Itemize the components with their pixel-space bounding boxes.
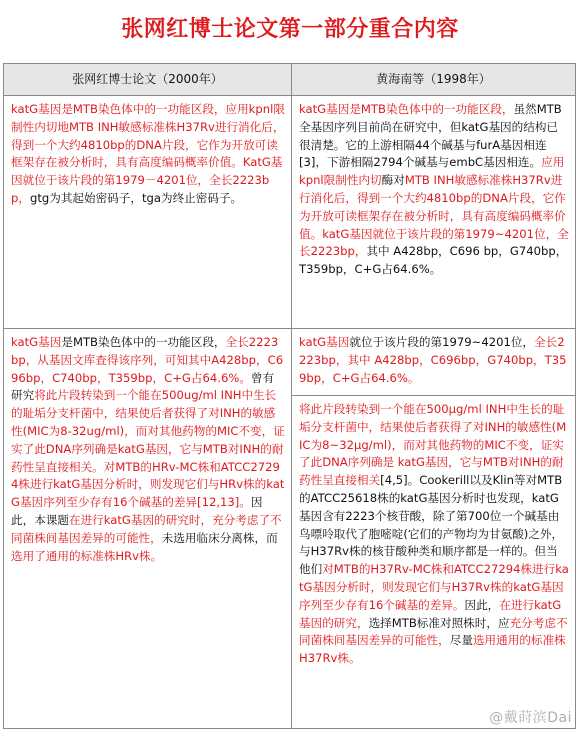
plain-text: 因此，本课题	[11, 495, 263, 527]
plain-text: 选择MTB标准对照株时，应	[368, 615, 510, 630]
plain-text: 因此，	[464, 597, 500, 612]
overlap-text: 选用通用的标准株H37Rv株。	[299, 633, 566, 666]
row2-right-cell-b	[292, 398, 575, 668]
overlap-text: 对MTB的H37Rv-MC株和ATCC27294株进行katG基因分析时，则发现它们与H37Rv株的katG基因序列至少存有16个碱基的差异。	[299, 562, 569, 612]
row-divider	[4, 328, 575, 329]
overlap-text: MTB INH敏感标准株H37Rv进行消化后，得到一个大约4810bp的DNA片段，它作为开放可读框架存在被分析时，具有高度编码概率价值。katG基因就位于该片段的第1979~4201位，全长2223bp，	[299, 173, 569, 259]
column-header-left: 张网红博士论文（2000年）	[4, 64, 291, 95]
plain-text: 未选用临床分离株，而	[161, 530, 278, 545]
plain-text: 曾有研究	[11, 370, 275, 403]
overlap-text: katG基因	[299, 335, 350, 349]
plain-text: 其中 A428bp，C696 bp，G740bp，T359bp，C+G占64.6%。	[299, 244, 568, 277]
overlap-text: 选用了通用的标准株HRv株。	[11, 548, 163, 563]
overlap-text: 在进行katG基因的研究时，充分考虑了不同菌株间基因差异的可能性，	[11, 512, 282, 545]
row1-right-cell	[292, 98, 575, 279]
plain-text: 是MTB染色体中的一功能区段，	[61, 335, 226, 349]
watermark: @戴莳滨Dai	[489, 710, 572, 726]
column-header-right: 黄海南等（1998年）	[292, 64, 575, 95]
row2-right-cell-a	[292, 331, 575, 387]
overlap-text: 将此片段转染到一个能在500μg/ml INH中生长的耻垢分支杆菌中，结果使后者获得了对INH的敏感性(MIC为8~32μg/ml)，而对其他药物的MIC不变，证实了此DNA序列确是 katG基因，它与MTB对INH的耐药性呈直接相关	[299, 402, 567, 488]
overlap-text: katG基因是MTB染色体中的一功能区段，应用kpnl限制性内切地MTB INH敏感标准株H37Rv进行消化后，得到一个大约4810bp的DNA片段，它作为开放可读框架存在被分析时，具有高度编码概率价值。KatG基因就位于该片段的第1979－4201位，全长2223bp，	[11, 102, 285, 205]
overlap-text: 将此片段转染到一个能在500ug/ml INH中生长的耻垢分支杆菌中，结果使后者获得了对INH的敏感性(MIC为8-32ug/ml)，而对其他药物的MIC不变，证实了此DNA序列确是katG基因，它与MTB对INH的耐药性呈直接相关。对MTB的HRv-MC株和ATCC27294株进行katG基因分析时，则发现它们与HRv株的katG基因序列至少存有16个碱基的差异[12,13]。	[11, 388, 285, 510]
overlap-text: katG基因是MTB染色体中的一功能区段，	[299, 102, 514, 116]
right-cell-divider	[292, 395, 576, 396]
plain-text: gtg为其起始密码子，tga为终止密码子。	[29, 190, 243, 205]
overlap-text: 充分考虑不同菌株间基因差异的可能性，	[299, 615, 568, 648]
overlap-text: 在进行katG基因的研究，	[299, 597, 562, 630]
plain-text: 酶对	[381, 173, 405, 188]
plain-text: 虽然MTB全基因序列目前尚在研究中，但katG基因的结构已很清楚。它的上游相隔44个碱基与furA基因相连[3]，下游相隔2794个碱基与embC基因相连。	[299, 102, 562, 170]
overlap-text: katG基因	[11, 335, 62, 349]
row1-left-cell	[4, 98, 291, 208]
overlap-text: 全长2223bp，从基因文库查得该序列，可知其中A428bp，C696bp，C740bp，T359bp，C+G占64.6%。	[11, 335, 284, 385]
plain-text: [4,5]。Cookerill以及Klin等对MTB的ATCC25618株的katG基因分析时也发现，katG基因含有2223个核苷酸，除了第700位一个碱基由鸟嘌呤取代了胞嘧啶(它们的产物均为甘氨酸)之外，与H37Rv株的核苷酸种类和顺序都是一样的。但当他们	[299, 473, 564, 577]
overlap-text: 应用kpnl限制性内切	[299, 155, 565, 188]
row2-left-cell	[4, 331, 291, 565]
header-divider	[4, 95, 575, 96]
plain-text: 尽量	[449, 633, 473, 648]
plain-text: 就位于该片段的第1979~4201位，	[349, 335, 535, 349]
overlap-text: 全长2223bp，其中 A428bp，C696bp，G740bp，T359bp，C+G占64.6%。	[299, 335, 567, 385]
comparison-table	[3, 63, 576, 729]
page-title: 张网红博士论文第一部分重合内容	[121, 17, 459, 42]
